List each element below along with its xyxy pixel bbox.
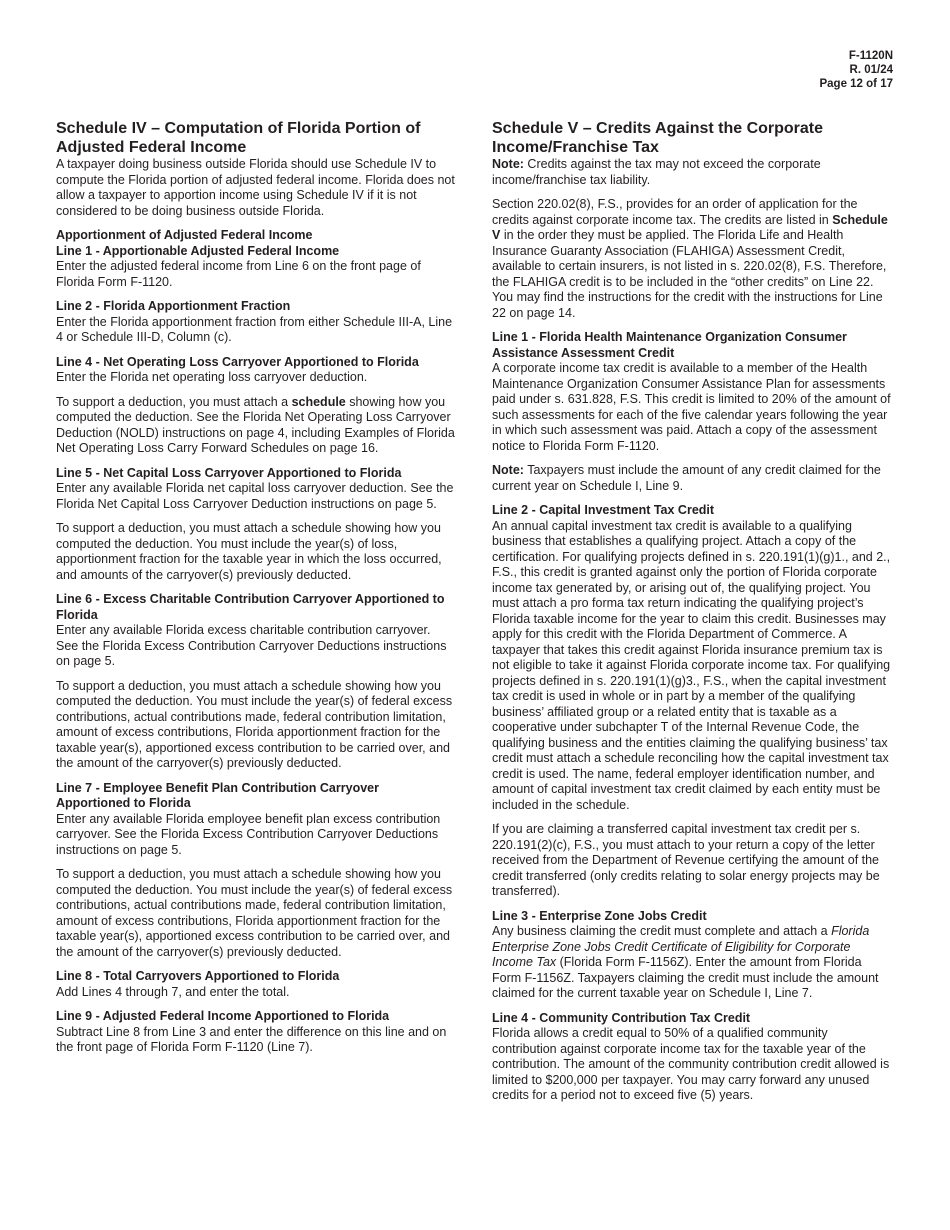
line5-support: To support a deduction, you must attach a schedule showing how you computed the deduction. You must include the year(s) of loss, apportionment fraction for the taxable year in which the loss occurred, and amounts of the carryover(s) previously deducted.: [56, 521, 442, 582]
line9-text: Subtract Line 8 from Line 3 and enter the difference on this line and on the front page of Florida Form F-1120 (Line 7).: [56, 1024, 447, 1054]
line7-support: To support a deduction, you must attach a schedule showing how you computed the deduction. You must include the year(s) of federal excess contributions, actual contributions made, federal contribution limitation, amount of excess contributions, Florida apportionment fraction for the taxable year(s), apportioned excess contribution to be carried over, and the amount of the carryover(s) previously deducted.: [56, 867, 453, 959]
page-number: Page 12 of 17: [819, 78, 893, 90]
line1-text: Enter the adjusted federal income from Line 6 on the front page of Florida Form F-1120.: [56, 259, 421, 289]
apportionment-heading: Apportionment of Adjusted Federal Income: [56, 228, 313, 242]
line6-text: Enter any available Florida excess charitable contribution carryover. See the Florida Excess Contribution Carryover Deductions instructions on page 5.: [56, 623, 447, 668]
left-column: [56, 119, 456, 1056]
line2-text: Enter the Florida apportionment fraction from either Schedule III-A, Line 4 or Schedule III-D, Column (c).: [56, 314, 453, 344]
credit-line1-text: A corporate income tax credit is available to a member of the Health Maintenance Organization Consumer Assistance Plan for assessments paid under s. 631.828, F.S. This credit is limited to 20% of the amount of such assessments for each of the five calendar years following the year in which such assessment was paid. Attach a copy of the assessment notice to Florida Form F-1120.: [492, 361, 891, 453]
credit-line4-heading: Line 4 - Community Contribution Tax Credit: [492, 1010, 751, 1025]
line8-heading: Line 8 - Total Carryovers Apportioned to Florida: [56, 969, 340, 983]
right-column: [492, 119, 894, 1104]
credit-line2-text: An annual capital investment tax credit is available to a qualifying business that establishes a qualifying project. Attach a copy of the certification. For qualifying projects defined in s. 220.191(1)(g)1., and 2., F.S., this credit is granted against only the portion of Florida corporate income tax generated by, or arising out of, the qualifying project. You must attach a pro forma tax return indicating the qualifying project’s Florida taxable income for the year to claim this credit. Businesses may apply for this credit with the Florida Department of Commerce. A taxpayer that takes this credit against Florida insurance premium tax is not eligible to take it against Florida corporate income tax. For qualifying projects defined in s. 220.191(1)(g)3., F.S., when the capital investment tax credit is used in whole or in part by a member of the qualifying business’ affiliated group or a related entity that is taxable as a cooperative under subchapter T of the Internal Revenue Code, the qualifying business and the entities claiming the qualifying business’ tax credit must attach a schedule reconciling how the capital investment tax credit is used. The name, federal employer identification number, and amount of capital investment tax credit claimed by each entity must be included in the schedule.: [492, 518, 891, 812]
line5-text: Enter any available Florida net capital loss carryover deduction. See the Florida Net Capital Loss Carryover Deduction instructions on page 5.: [56, 481, 454, 511]
schedule-iv-intro: A taxpayer doing business outside Florida should use Schedule IV to compute the Florida portion of adjusted federal income. Florida does not allow a taxpayer to apportion income using Schedule IV if it is not considered to be doing business outside Florida.: [56, 157, 455, 218]
line4-support: To support a deduction, you must attach a schedule showing how you computed the deduction. See the Florida Net Operating Loss Carryover Deduction (NOLD) instructions on page 4, including Examples of Florida Net Operating Loss Carry Forward Schedules on page 16.: [56, 394, 455, 455]
line1-heading: Line 1 - Apportionable Adjusted Federal Income: [56, 243, 340, 258]
credit-line3-text: Any business claiming the credit must complete and attach a Florida Enterprise Zone Jobs Credit Certificate of Eligibility for Corporate Income Tax (Florida Form F-1156Z). Enter the amount from Florida Form F-1156Z. Taxpayers claiming the credit must include the amount claimed for the current taxable year on Schedule I, Line 7.: [492, 924, 879, 1000]
line2-heading: Line 2 - Florida Apportionment Fraction: [56, 299, 291, 313]
schedule-iv-title: Schedule IV – Computation of Florida Portion of Adjusted Federal Income: [56, 120, 421, 156]
line4-heading: Line 4 - Net Operating Loss Carryover Apportioned to Florida: [56, 354, 419, 369]
line9-heading: Line 9 - Adjusted Federal Income Apportioned to Florida: [56, 1009, 390, 1023]
line5-heading: Line 5 - Net Capital Loss Carryover Apportioned to Florida: [56, 465, 402, 480]
form-revision: R. 01/24: [849, 64, 893, 76]
credit-line4-text: Florida allows a credit equal to 50% of a qualified community contribution against corporate income tax for the taxable year of the contribution. The amount of the community contribution credit allowed is limited to $200,000 per taxpayer. You may carry forward any unused credits for a period not to exceed five (5) years.: [492, 1026, 890, 1102]
credit-line3-heading: Line 3 - Enterprise Zone Jobs Credit: [492, 908, 707, 923]
credit-line1-note: Note: Taxpayers must include the amount of any credit claimed for the current year on Schedule I, Line 9.: [492, 463, 881, 493]
form-number: F-1120N: [848, 50, 893, 62]
schedule-v-title: Schedule V – Credits Against the Corporate Income/Franchise Tax: [492, 120, 824, 156]
section-order-text: Section 220.02(8), F.S., provides for an order of application for the credits against corporate income tax. The credits are listed in Schedule V in the order they must be applied. The Florida Life and Health Insurance Guaranty Association (FLAHIGA) Assessment Credit, available to certain insurers, is not listed in s. 220.02(8), F.S. Therefore, the FLAHIGA credit is to be included in the “other credits” on Line 22. You may find the instructions for the credit with the instructions for Line 22 on page 14.: [492, 197, 888, 320]
line6-support: To support a deduction, you must attach a schedule showing how you computed the deduction. You must include the year(s) of federal excess contributions, actual contributions made, federal contribution limitation, amount of excess contributions, Florida apportionment fraction for the taxable year(s), apportioned excess contribution to be carried over, and the amount of the carryover(s) previously deducted.: [56, 678, 453, 770]
form-header: [819, 49, 893, 91]
credit-line1-heading: Line 1 - Florida Health Maintenance Organization Consumer Assistance Assessment Credit: [492, 330, 847, 360]
credit-line2-heading: Line 2 - Capital Investment Tax Credit: [492, 503, 715, 517]
line8-text: Add Lines 4 through 7, and enter the total.: [56, 984, 290, 999]
schedule-v-note: Note: Credits against the tax may not exceed the corporate income/franchise tax liability.: [492, 157, 821, 187]
line7-text: Enter any available Florida employee benefit plan excess contribution carryover. See the Florida Excess Contribution Carryover Deductions instructions on page 5.: [56, 811, 441, 857]
line6-heading: Line 6 - Excess Charitable Contribution Carryover Apportioned to Florida: [56, 592, 445, 622]
line7-heading: Line 7 - Employee Benefit Plan Contribution Carryover Apportioned to Florida: [56, 780, 379, 810]
credit-line2-transfer: If you are claiming a transferred capital investment tax credit per s. 220.191(2)(c), F.S., you must attach to your return a copy of the letter received from the Department of Revenue certifying the amount of the credit transferred (only credits relating to solar energy projects may be transferred).: [492, 822, 880, 898]
line4-text: Enter the Florida net operating loss carryover deduction.: [56, 370, 368, 384]
